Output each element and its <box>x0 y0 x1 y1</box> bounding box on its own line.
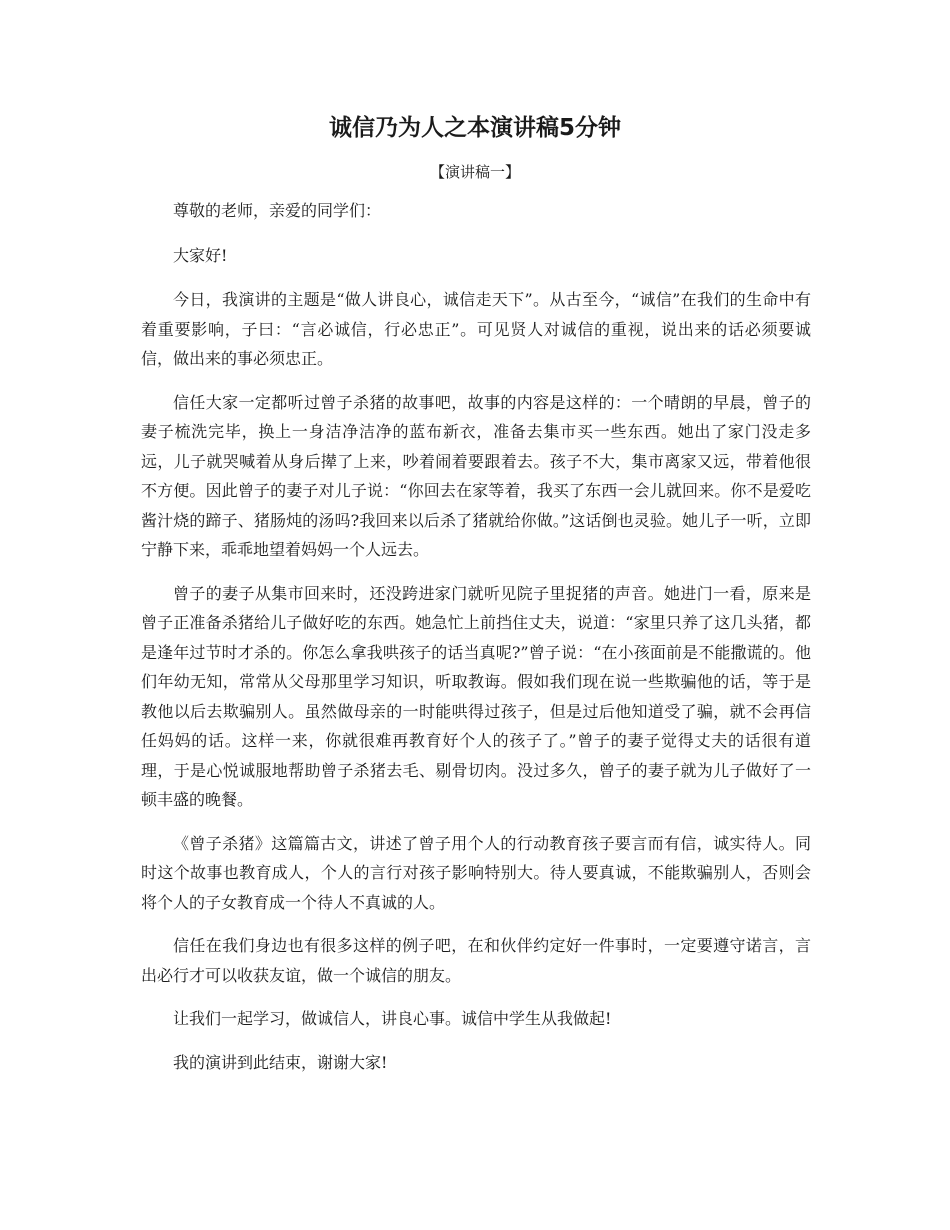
paragraph-closing: 我的演讲到此结束，谢谢大家! <box>173 1052 388 1072</box>
paragraph-story-start: 信任大家一定都听过曾子杀猪的故事吧，故事的内容是这样的：一个晴朗的早晨，曾子的妻子梳洗完毕，换上一身洁净洁净的蓝布新衣，准备去集市买一些东西。她出了家门没走多远，儿子就哭喊着从身后撵了上来，吵着闹着要跟着去。孩子不大，集市离家又远，带着他很不方便。因此曾子的妻子对儿子说：“你回去在家等着，我买了东西一会儿就回来。你不是爱吃酱汁烧的蹄子、猪肠炖的汤吗?我回来以后杀了猪就给你做。”这话倒也灵验。她儿子一听，立即宁静下来，乖乖地望着妈妈一个人远去。 <box>141 392 811 559</box>
paragraph-greeting: 大家好! <box>173 245 228 265</box>
paragraph-story-continued: 曾子的妻子从集市回来时，还没跨进家门就听见院子里捉猪的声音。她进门一看，原来是曾子正准备杀猪给儿子做好吃的东西。她急忙上前挡住丈夫，说道：“家里只养了这几头猪，都是逢年过节时才杀的。你怎么拿我哄孩子的话当真呢?”曾子说：“在小孩面前是不能撒谎的。他们年幼无知，常常从父母那里学习知识，听取教诲。假如我们现在说一些欺骗他的话，等于是教他以后去欺骗别人。虽然做母亲的一时能哄得过孩子，但是过后他知道受了骗，就不会再信任妈妈的话。这样一来，你就很难再教育好个人的孩子了。”曾子的妻子觉得丈夫的话很有道理，于是心悦诚服地帮助曾子杀猪去毛、剔骨切肉。没过多久，曾子的妻子就为儿子做好了一顿丰盛的晚餐。 <box>141 583 811 809</box>
paragraph-salutation: 尊敬的老师，亲爱的同学们： <box>173 201 382 220</box>
paragraph-call-to-action: 让我们一起学习，做诚信人，讲良心事。诚信中学生从我做起! <box>173 1009 612 1028</box>
paragraph-topic: 今日，我演讲的主题是“做人讲良心，诚信走天下”。从古至今，“诚信”在我们的生命中有着重要影响，子曰：“言必诚信，行必忠正”。可见贤人对诚信的重视，说出来的话必须要诚信，做出来的事必须忠正。 <box>141 290 811 368</box>
document-subtitle: 【演讲稿一】 <box>429 163 520 181</box>
document-body <box>141 196 811 1077</box>
document-title: 诚信乃为人之本演讲稿5分钟 <box>328 115 621 141</box>
paragraph-examples: 信任在我们身边也有很多这样的例子吧，在和伙伴约定好一件事时，一定要遵守诺言，言出必行才可以收获友谊，做一个诚信的朋友。 <box>141 936 811 985</box>
paragraph-story-lesson: 《曾子杀猪》这篇篇古文，讲述了曾子用个人的行动教育孩子要言而有信，诚实待人。同时这个故事也教育成人，个人的言行对孩子影响特别大。待人要真诚，不能欺骗别人，否则会将个人的子女教育成一个待人不真诚的人。 <box>141 833 811 912</box>
